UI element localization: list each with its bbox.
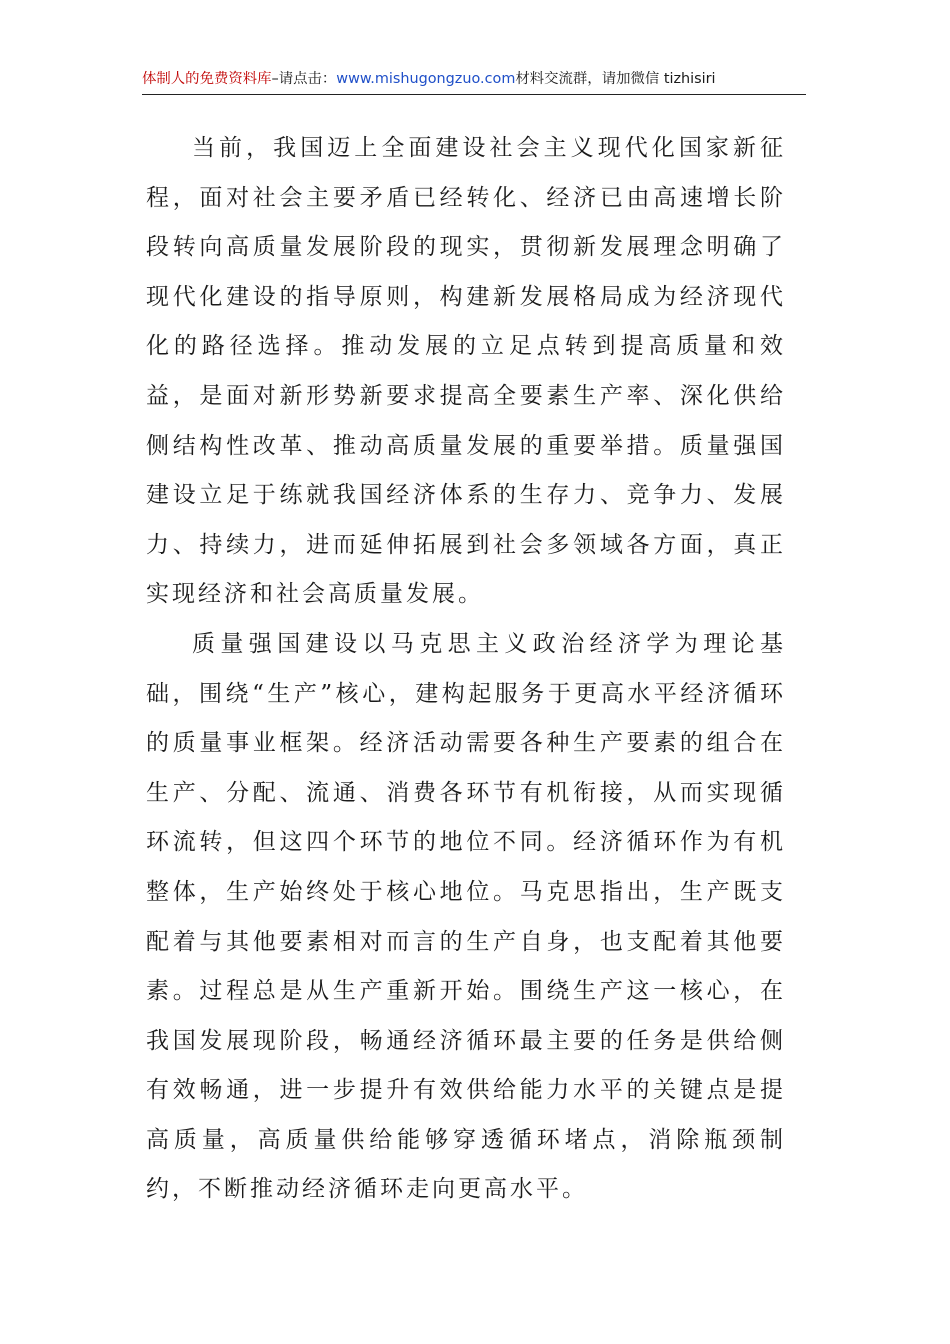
document-body [146,124,786,1215]
header-contact-text: 材料交流群，请加微信 tizhisiri [515,71,716,87]
paragraph-2: 质量强国建设以马克思主义政治经济学为理论基础，围绕“生产”核心，建构起服务于更高水平经济循环的质量事业框架。经济活动需要各种生产要素的组合在生产、分配、流通、消费各环节有机衔接，从而实现循环流转，但这四个环节的地位不同。经济循环作为有机整体，生产始终处于核心地位。马克思指出，生产既支配着与其他要素相对而言的生产自身，也支配着其他要素。过程总是从生产重新开始。围绕生产这一核心，在我国发展现阶段，畅通经济循环最主要的任务是供给侧有效畅通，进一步提升有效供给能力水平的关键点是提高质量，高质量供给能够穿透循环堵点，消除瓶颈制约，不断推动经济循环走向更高水平。 [146,630,786,1203]
paragraph-1: 当前，我国迈上全面建设社会主义现代化国家新征程，面对社会主要矛盾已经转化、经济已由高速增长阶段转向高质量发展阶段的现实，贯彻新发展理念明确了现代化建设的指导原则，构建新发展格局成为经济现代化的路径选择。推动发展的立足点转到提高质量和效益，是面对新形势新要求提高全要素生产率、深化供给侧结构性改革、推动高质量发展的重要举措。质量强国建设立足于练就我国经济体系的生存力、竞争力、发展力、持续力，进而延伸拓展到社会多领域各方面，真正实现经济和社会高质量发展。 [146,135,786,608]
header-prompt: –请点击： [271,71,337,87]
header-url-link[interactable]: www.mishugongzuo.com [336,71,516,87]
page-header [142,64,806,95]
header-site-name: 体制人的免费资料库 [142,71,272,87]
